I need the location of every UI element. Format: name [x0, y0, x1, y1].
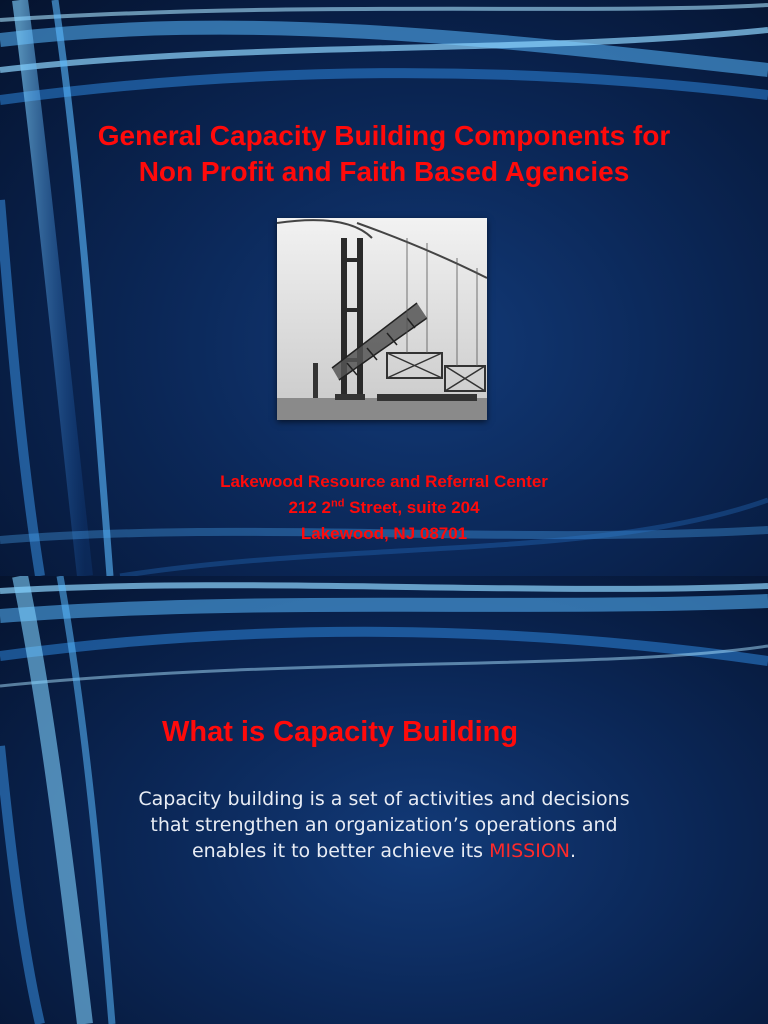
slide-1-title	[40, 118, 728, 190]
definition-line-3-prefix: enables it to better achieve its	[191, 840, 490, 862]
address-line-2	[100, 496, 668, 520]
address-line-3: Lakewood, NJ 08701	[300, 524, 468, 543]
definition-line-3	[100, 838, 668, 864]
slide-2	[0, 576, 768, 1024]
definition-line-2: that strengthen an organization’s operations and	[150, 814, 618, 836]
bridge-construction-photo	[277, 218, 487, 420]
mission-highlight: MISSION	[489, 840, 570, 862]
slide-1-title-line-2: Non Profit and Faith Based Agencies	[138, 156, 630, 187]
address-line-2-ordinal: nd	[330, 497, 345, 510]
capacity-building-definition	[100, 786, 668, 864]
address-line-1: Lakewood Resource and Referral Center	[220, 472, 548, 491]
definition-line-3-suffix: .	[570, 840, 577, 862]
slide-2-title: What is Capacity Building	[162, 716, 519, 748]
address-line-2-prefix: 212 2	[288, 498, 331, 517]
address-line-2-suffix: Street, suite 204	[344, 498, 480, 517]
slide-1-title-line-1: General Capacity Building Components for	[97, 120, 671, 151]
definition-line-1: Capacity building is a set of activities and decisions	[138, 788, 630, 810]
